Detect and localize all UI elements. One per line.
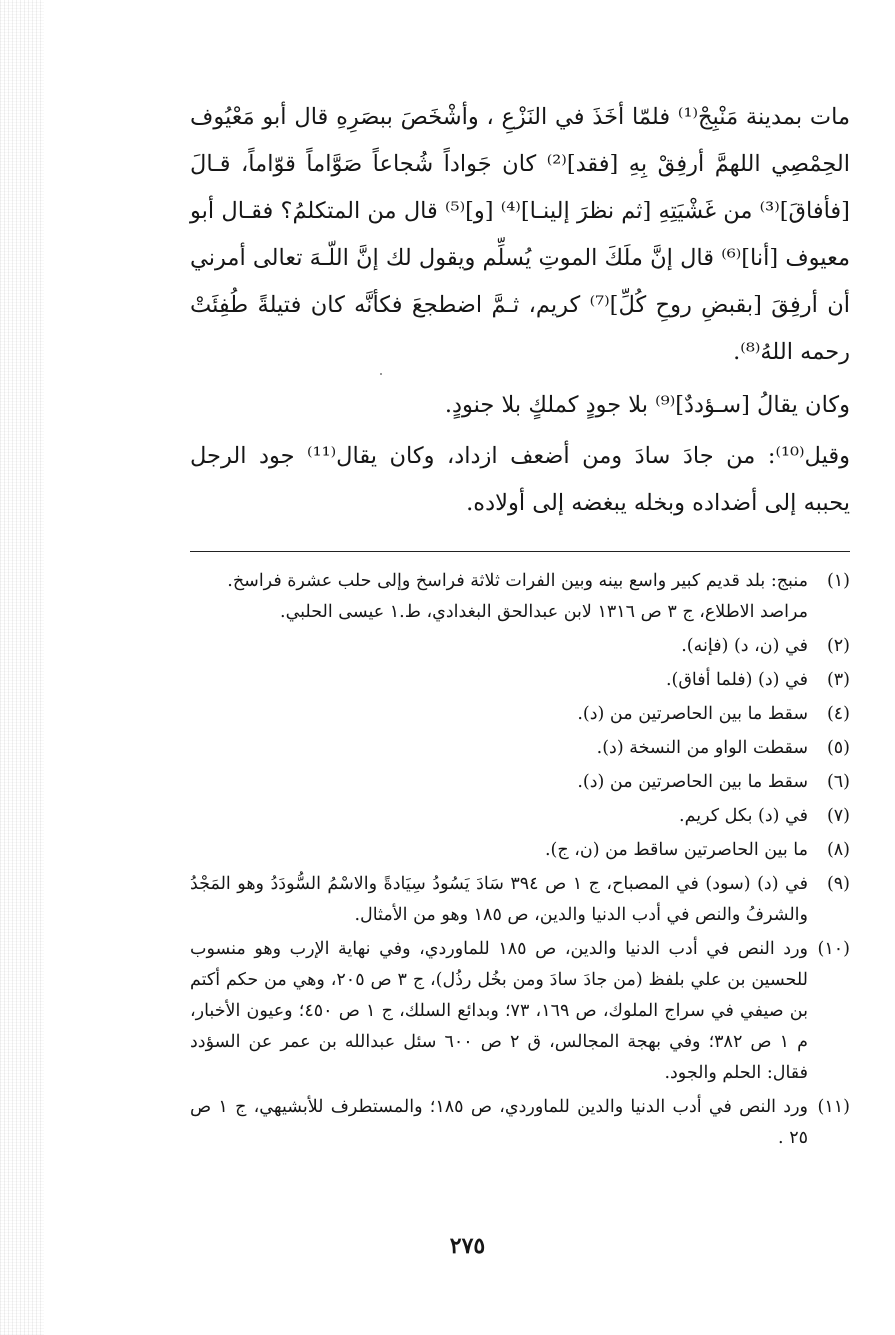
footnote-9 bbox=[190, 869, 850, 931]
footnote-11 bbox=[190, 1092, 850, 1154]
footnote-number: (٦) bbox=[826, 772, 850, 792]
footnote-2 bbox=[190, 631, 850, 662]
footnote-number: (٥) bbox=[826, 738, 850, 758]
book-spine-edge bbox=[0, 0, 44, 1335]
footnote-5 bbox=[190, 733, 850, 764]
footnote-1 bbox=[190, 566, 850, 628]
footnote-text: ما بين الحاصرتين ساقط من (ن، ج). bbox=[544, 840, 808, 860]
footnote-number: (٣) bbox=[826, 670, 850, 690]
footnote-text: سقط ما بين الحاصرتين من (د). bbox=[577, 704, 808, 724]
footnote-number: (١٠) bbox=[817, 939, 850, 959]
footnotes bbox=[190, 566, 850, 1154]
footnote-separator bbox=[190, 551, 850, 552]
page-body bbox=[190, 94, 850, 1157]
main-text bbox=[190, 94, 850, 527]
paragraph-1: مات بمدينة مَنْبِجْ⁽¹⁾ فلمّا أخَذَ في النَزْعِ ، وأشْخَصَ ببصَرِهِ قال أبو مَعْيُوف الحِمْصِي اللهمَّ أرفِقْ بِهِ [فقد]⁽²⁾ كان جَواداً شُجاعاً صَوَّاماً قوّاماً، قـالَ [فأفاقَ]⁽³⁾ من غَشْيَتِهِ [ثم نظرَ إلينـا]⁽⁴⁾ [و]⁽⁵⁾ قال من المتكلمُ؟ فقـال أبو معيوف [أنا]⁽⁶⁾ قال إنَّ ملَكَ الموتِ يُسلِّم ويقول لك إنَّ اللّـهَ تعالى أمرني أن أرفِقَ [بقبضِ روحِ كُلِّ]⁽⁷⁾ كريم، ثـمَّ اضطجعَ فكأنَّه كان فتيلةً طُفِئَتْ رحمه اللهُ⁽⁸⁾. bbox=[190, 104, 851, 365]
footnote-number: (١) bbox=[826, 571, 850, 591]
footnote-number: (٧) bbox=[826, 806, 850, 826]
paragraph-3: وقيل⁽¹⁰⁾: من جادَ سادَ ومن أضعف ازداد، وكان يقال⁽¹¹⁾ جود الرجل يحببه إلى أضداده وبخله يبغضه إلى أولاده. bbox=[190, 443, 851, 516]
footnote-text: ورد النص في أدب الدنيا والدين للماوردي، ص ١٨٥؛ والمستطرف للأبشيهي، ج ١ ص ٢٥ . bbox=[190, 1097, 808, 1148]
footnote-3 bbox=[190, 665, 850, 696]
footnote-text: سقطت الواو من النسخة (د). bbox=[596, 738, 808, 758]
footnote-text: في (د) (فلما أفاق). bbox=[665, 670, 808, 690]
footnote-7 bbox=[190, 801, 850, 832]
footnote-text: ورد النص في أدب الدنيا والدين، ص ١٨٥ للماوردي، وفي نهاية الإرب وهو منسوب للحسين بن علي بلفظ (من جادَ سادَ ومن بخُل رذُل)، ج ٣ ص ٢٠٥، وهي من حكم أكتم بن صيفي في سراج الملوك، ص ١٦٩، ٧٣؛ وبدائع السلك، ج ١ ص ٤٥٠؛ وعيون الأخبار، م ١ ص ٣٨٢؛ وفي بهجة المجالس، ق ٢ ص ٦٠٠ سئل عبدالله بن عمر عن السؤدد فقال: الحلم والجود. bbox=[190, 939, 809, 1083]
footnote-text: في (د) (سود) في المصباح، ج ١ ص ٣٩٤ سَادَ يَسُودُ سِيَادةً والاسْمُ السُّودَدُ وهو المَجْدُ والشرفُ والنص في أدب الدنيا والدين، ص ١٨٥ وهو من الأمثال. bbox=[190, 874, 808, 925]
page-number: ٢٧٥ bbox=[449, 1233, 486, 1259]
footnote-number: (٢) bbox=[826, 636, 850, 656]
footnote-text: في (ن، د) (فإنه). bbox=[681, 636, 808, 656]
footnote-number: (١١) bbox=[817, 1097, 850, 1117]
footnote-number: (٩) bbox=[826, 874, 850, 894]
footnote-number: (٨) bbox=[826, 840, 850, 860]
footnote-number: (٤) bbox=[826, 704, 850, 724]
paragraph-2: وكان يقالُ [سـؤددٌ]⁽⁹⁾ بلا جودٍ كملكٍ بلا جنودٍ. bbox=[444, 392, 850, 418]
footnote-text: في (د) بكل كريم. bbox=[679, 806, 808, 826]
footnote-continuation: مراصد الاطلاع، ج ٣ ص ١٣١٦ لابن عبدالحق البغدادي، ط.١ عيسى الحلبي. bbox=[280, 602, 808, 622]
footnote-4 bbox=[190, 699, 850, 730]
footnote-text: منبج: بلد قديم كبير واسع بينه وبين الفرات ثلاثة فراسخ وإلى حلب عشرة فراسخ. bbox=[227, 571, 808, 591]
footnote-6 bbox=[190, 767, 850, 798]
footnote-text: سقط ما بين الحاصرتين من (د). bbox=[577, 772, 808, 792]
footnote-10 bbox=[190, 934, 850, 1089]
footnote-8 bbox=[190, 835, 850, 866]
